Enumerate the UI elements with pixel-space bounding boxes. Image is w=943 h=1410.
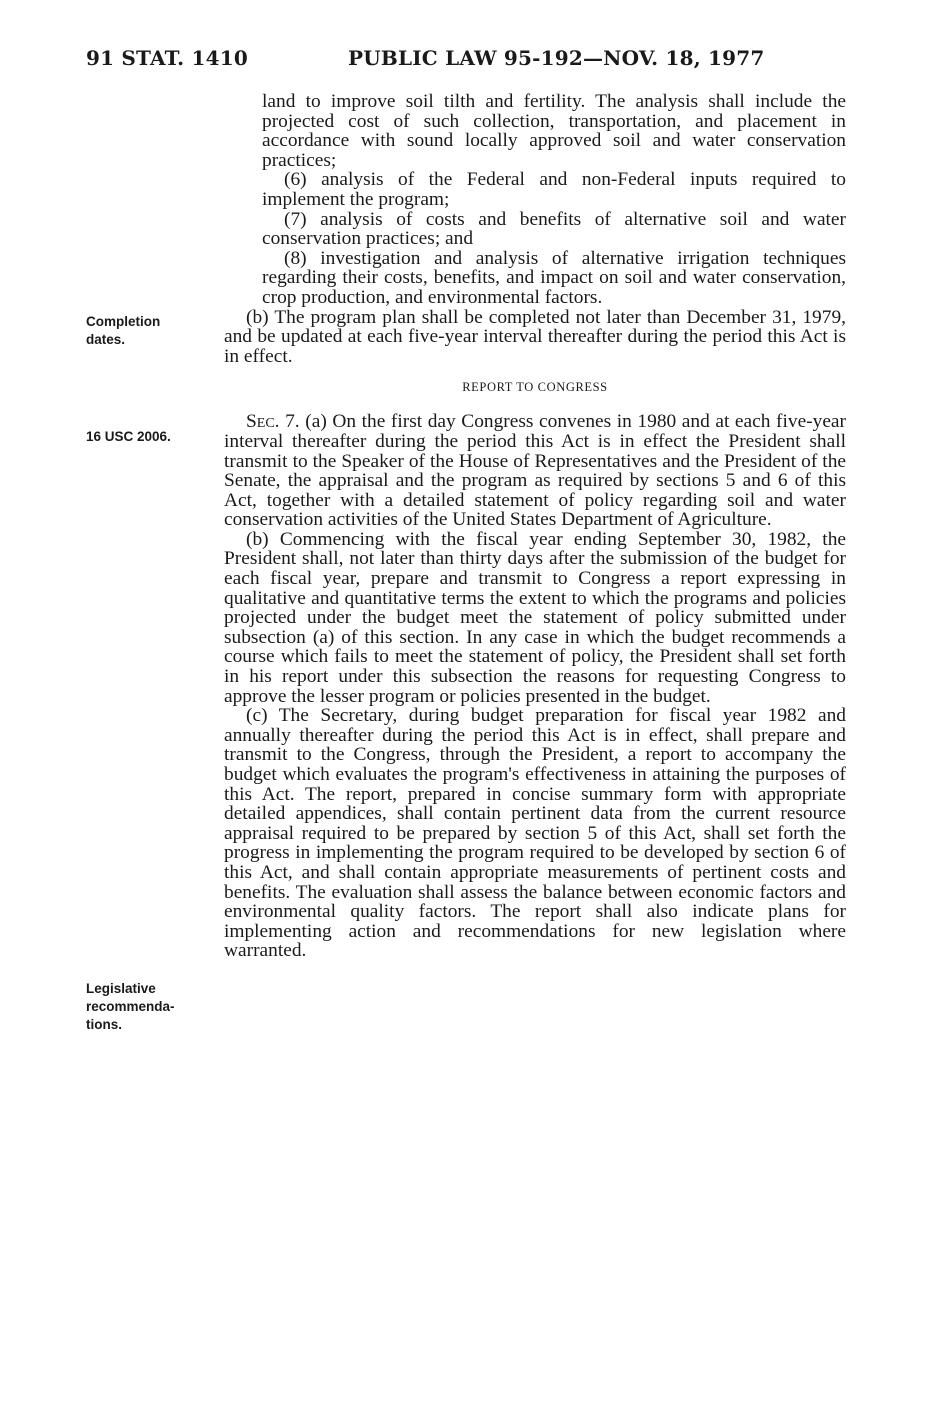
paragraph-item-6: (6) analysis of the Federal and non-Federal inputs required to implement the program; — [262, 169, 846, 210]
margin-note-completion-dates: Completion dates. — [86, 314, 161, 347]
continuation-paragraph: land to improve soil tilth and fertility. The analysis shall include the projected cost of such collection, transportation, and placement in accordance with sound locally approved soil and water conservation practices; — [262, 91, 846, 171]
margin-note-legislative-recommendations: Legislative recommenda- tions. — [86, 981, 175, 1032]
section-7-subsection-a — [224, 412, 846, 530]
paragraph-b-program-plan: (b) The program plan shall be completed not later than December 31, 1979, and be updated at each five-year interval thereafter during the period this Act is in effect. — [224, 306, 846, 367]
paragraph-item-8: (8) investigation and analysis of alternative irrigation techniques regarding their costs, benefits, and impact on soil and water conservation, crop production, and environmental factors. — [262, 247, 846, 308]
statute-body — [224, 92, 846, 961]
section-7-subsection-c: (c) The Secretary, during budget preparation for fiscal year 1982 and annually thereafter during the period this Act is in effect, shall prepare and transmit to the Congress, through the President, a report to accompany the budget which evaluates the program's effectiveness in attaining the purposes of this Act. The report, prepared in concise summary form with appropriate detailed appendices, shall contain pertinent data from the current resource appraisal required to be prepared by section 5 of this Act, shall set forth the progress in implementing the program required to be developed by section 6 of this Act, and shall contain appropriate measurements of pertinent costs and benefits. The evaluation shall assess the balance between economic factors and environmental quality factors. The report shall also indicate plans for implementing action and recommendations for new legislation where warranted. — [224, 705, 846, 962]
margin-note-usc-citation: 16 USC 2006. — [86, 429, 171, 444]
section-heading: REPORT TO CONGRESS — [462, 380, 608, 395]
paragraph-item-7: (7) analysis of costs and benefits of alternative soil and water conservation practices; and — [262, 208, 846, 250]
section-7-a-text: (a) On the first day Congress convenes in 1980 and at each five-year interval thereafter during the period this Act is in effect the President shall transmit to the Speaker of the House of Representatives and the President of the Senate, the appraisal and the program as required by sections 5 and 6 of this Act, together with a detailed statement of policy regarding soil and water conservation activities of the United States Department of Agriculture. — [224, 411, 846, 531]
statute-page-number: 91 STAT. 1410 — [86, 46, 248, 70]
section-label: Sec. 7. — [246, 411, 300, 433]
running-head: PUBLIC LAW 95-192—NOV. 18, 1977 — [348, 46, 765, 70]
section-7-subsection-b: (b) Commencing with the fiscal year ending September 30, 1982, the President shall, not later than thirty days after the submission of the budget for each fiscal year, prepare and transmit to Congress a report expressing in qualitative and quantitative terms the extent to which the programs and policies projected under the budget meet the statement of policy submitted under subsection (a) of this section. In any case in which the budget recommends a course which fails to meet the statement of policy, the President shall set forth in his report under this subsection the reasons for requesting Congress to approve the lesser program or policies presented in the budget. — [224, 528, 846, 707]
